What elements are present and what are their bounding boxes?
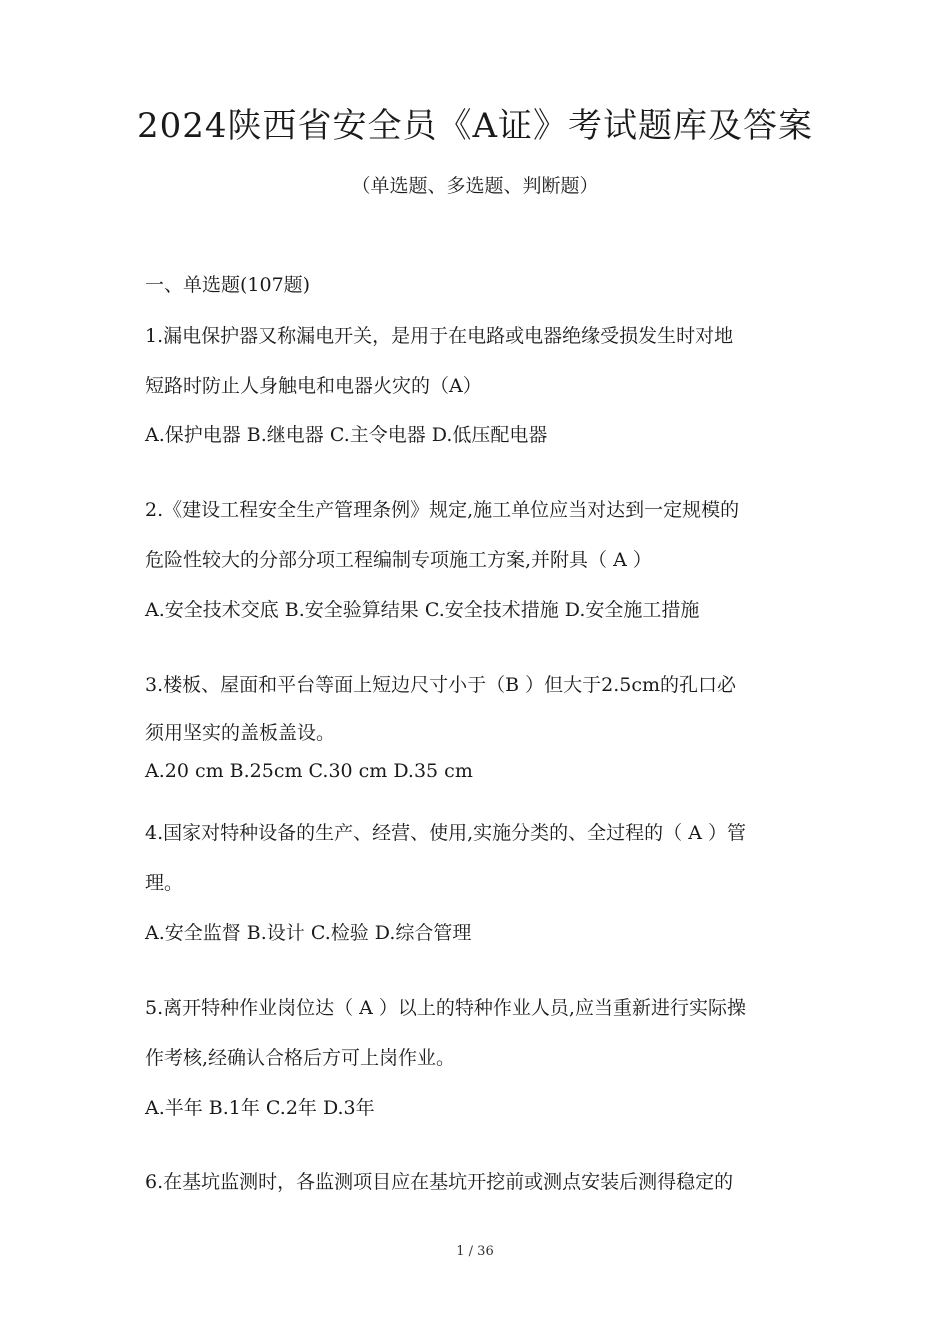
question-5-options: A.半年 B.1年 C.2年 D.3年 [145, 1097, 375, 1119]
question-6-stem-line-1: 6.在基坑监测时，各监测项目应在基坑开挖前或测点安装后测得稳定的 [145, 1171, 734, 1193]
question-4-options: A.安全监督 B.设计 C.检验 D.综合管理 [145, 922, 472, 944]
question-1-stem-line-2: 短路时防止人身触电和电器火灾的（A） [145, 375, 482, 397]
question-1-options: A.保护电器 B.继电器 C.主令电器 D.低压配电器 [145, 424, 548, 446]
question-4-stem-line-1: 4.国家对特种设备的生产、经营、使用,实施分类的、全过程的（ A ）管 [145, 822, 746, 844]
question-2-stem-line-1: 2.《建设工程安全生产管理条例》规定,施工单位应当对达到一定规模的 [145, 499, 740, 521]
document-subtitle: （单选题、多选题、判断题） [351, 175, 599, 197]
question-3-options: A.20 cm B.25cm C.30 cm D.35 cm [145, 760, 473, 782]
document-title: 2024陕西省安全员《A证》考试题库及答案 [136, 106, 814, 146]
question-4-stem-line-2: 理。 [145, 872, 184, 894]
section-heading: 一、单选题(107题) [145, 274, 311, 296]
question-3-stem-line-2: 须用坚实的盖板盖设。 [145, 722, 336, 744]
question-5-stem-line-1: 5.离开特种作业岗位达（ A ）以上的特种作业人员,应当重新进行实际操 [145, 997, 746, 1019]
question-1-stem-line-1: 1.漏电保护器又称漏电开关，是用于在电路或电器绝缘受损发生时对地 [145, 325, 734, 347]
question-3-stem-line-1: 3.楼板、屋面和平台等面上短边尺寸小于（B ）但大于2.5cm的孔口必 [145, 674, 737, 696]
question-5-stem-line-2: 作考核,经确认合格后方可上岗作业。 [145, 1047, 456, 1069]
page-indicator: 1 / 36 [456, 1244, 494, 1259]
question-2-options: A.安全技术交底 B.安全验算结果 C.安全技术措施 D.安全施工措施 [145, 599, 700, 621]
question-2-stem-line-2: 危险性较大的分部分项工程编制专项施工方案,并附具（ A ） [145, 549, 652, 571]
